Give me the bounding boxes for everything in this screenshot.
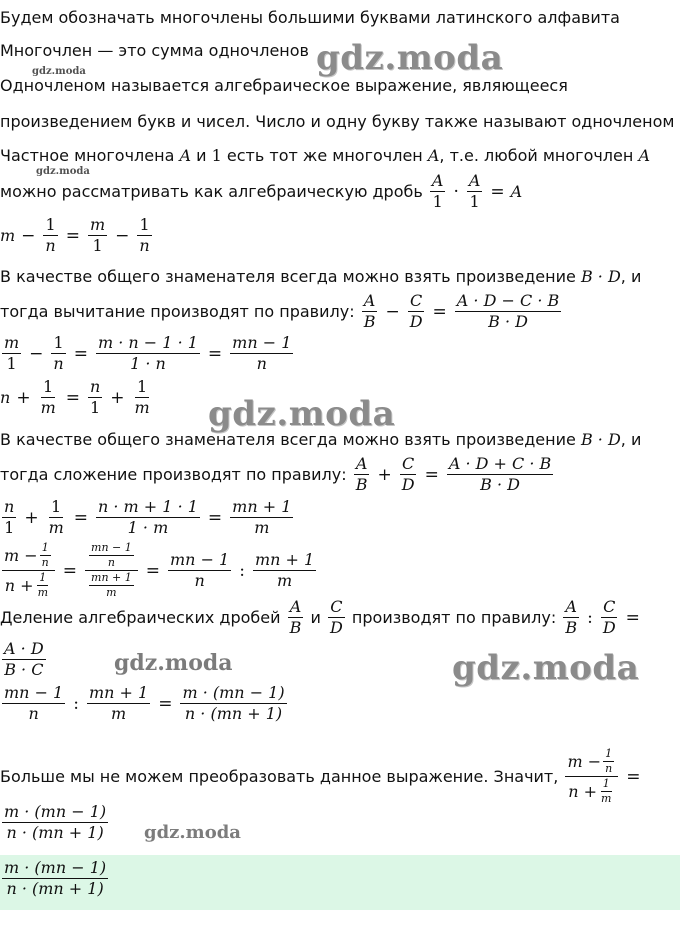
fraction: $\frac{A}{B}$ bbox=[363, 291, 376, 331]
watermark: gdz.moda bbox=[144, 822, 241, 843]
fraction: $\frac{A}{B}$ bbox=[355, 454, 368, 494]
fraction: $\frac{n \cdot m + 1 \cdot 1}{1 \cdot m}$ bbox=[97, 497, 198, 537]
answer-box bbox=[0, 855, 680, 910]
text-line: В качестве общего знаменателя всегда можно взять произведение B · D, и bbox=[0, 430, 642, 449]
watermark: gdz.moda bbox=[316, 38, 504, 78]
watermark: gdz.moda bbox=[36, 166, 90, 177]
fraction: $\frac{n}{1}$ bbox=[89, 377, 101, 417]
fraction: $\frac{m \cdot (mn - 1)}{n \cdot (mn + 1)}$ bbox=[182, 683, 285, 723]
complex-fraction: m − $\frac{1}{n}$ n + $\frac{1}{m}$ bbox=[2, 542, 55, 599]
equation-line: Деление алгебраических дробей $\frac{A}{B}$ и $\frac{C}{D}$ производят по правилу: $\frac{A}{B}$ : $\frac{C}{D}$ = bbox=[0, 597, 640, 637]
complex-fraction: m − $\frac{1}{n}$ n + $\frac{1}{m}$ bbox=[565, 748, 618, 805]
fraction: $\frac{1}{n}$ bbox=[139, 215, 150, 255]
watermark: gdz.moda bbox=[114, 650, 233, 676]
text-line: Будем обозначать многочлены большими буквами латинского алфавита bbox=[0, 8, 620, 27]
fraction: $\frac{A}{1}$ bbox=[468, 171, 481, 211]
equation-line: Больше мы не можем преобразовать данное выражение. Значит, m − $\frac{1}{n}$ n + $\frac{1}{m}$ = bbox=[0, 747, 641, 805]
fraction: $\frac{m}{1}$ bbox=[4, 333, 20, 373]
fraction: $\frac{m \cdot n - 1 \cdot 1}{1 \cdot n}$ bbox=[97, 333, 198, 373]
equation-line: $\frac{mn - 1}{n}$ : $\frac{mn + 1}{m}$ = $\frac{m \cdot (mn - 1)}{n \cdot (mn + 1)}$ bbox=[4, 683, 285, 723]
text-line: В качестве общего знаменателя всегда можно взять произведение B · D, и bbox=[0, 267, 642, 286]
equation-line bbox=[0, 803, 110, 842]
text-line bbox=[0, 146, 650, 166]
fraction: $\frac{A}{1}$ bbox=[431, 171, 444, 211]
equation-line: тогда вычитание производят по правилу: $\frac{A}{B}$ − $\frac{C}{D}$ = $\frac{A \cdot D - C \cdot B}{B \cdot D}$ bbox=[0, 291, 560, 331]
math-var: A bbox=[179, 146, 192, 165]
fraction: $\frac{1}{m}$ bbox=[48, 497, 64, 537]
fraction: $\frac{A}{B}$ bbox=[289, 597, 302, 637]
text-line: произведением букв и чисел. Число и одну букву также называют одночленом bbox=[0, 112, 675, 131]
answer-equation bbox=[0, 859, 110, 898]
text-line: Многочлен — это сумма одночленов bbox=[0, 41, 309, 60]
fraction: $\frac{1}{n}$ bbox=[45, 215, 56, 255]
fraction: $\frac{C}{D}$ bbox=[401, 454, 415, 494]
fraction: $\frac{A \cdot D}{B \cdot C}$ bbox=[4, 639, 44, 679]
fraction: $\frac{m \cdot (mn - 1)}{n \cdot (mn + 1)}$ bbox=[4, 858, 107, 898]
equation-line: $\frac{n}{1}$ + $\frac{1}{m}$ = $\frac{n \cdot m + 1 \cdot 1}{1 \cdot m}$ = $\frac{mn + 1}{m}$ bbox=[4, 497, 292, 537]
math-var: A bbox=[638, 146, 650, 165]
fraction: $\frac{C}{D}$ bbox=[602, 597, 616, 637]
fraction: $\frac{mn + 1}{m}$ bbox=[88, 683, 149, 723]
watermark: gdz.moda bbox=[208, 394, 396, 434]
text-fragment: Частное многочлена bbox=[0, 146, 175, 165]
watermark: gdz.moda bbox=[452, 648, 640, 688]
text-fragment: есть тот же многочлен bbox=[226, 146, 423, 165]
fraction: $\frac{1}{m}$ bbox=[134, 377, 150, 417]
fraction: $\frac{n}{1}$ bbox=[4, 497, 15, 537]
fraction: $\frac{A}{B}$ bbox=[565, 597, 578, 637]
fraction: $\frac{A \cdot D - C \cdot B}{B \cdot D}$ bbox=[456, 291, 560, 331]
math-var: A bbox=[427, 146, 440, 165]
fraction: $\frac{C}{D}$ bbox=[409, 291, 423, 331]
fraction: $\frac{1}{m}$ bbox=[40, 377, 56, 417]
math-number: 1 bbox=[211, 146, 222, 165]
fraction: $\frac{mn + 1}{m}$ bbox=[232, 497, 292, 537]
equation-line: тогда сложение производят по правилу: $\frac{A}{B}$ + $\frac{C}{D}$ = $\frac{A \cdot D + C \cdot B}{B \cdot D}$ bbox=[0, 454, 552, 494]
fraction: $\frac{C}{D}$ bbox=[330, 597, 343, 637]
text-fragment: и bbox=[196, 146, 207, 165]
watermark: gdz.moda bbox=[32, 66, 86, 77]
equation-line: m − $\frac{1}{n}$ n + $\frac{1}{m}$ = $\frac{\frac{mn - 1}{n}}{\frac{mn + 1}{m}}$ = $\frac{mn - 1}{n}$ : $\frac{mn + 1}{m}$ bbox=[4, 541, 315, 599]
text-line: Одночленом называется алгебраическое выражение, являющееся bbox=[0, 76, 568, 95]
fraction: $\frac{mn - 1}{n}$ bbox=[170, 550, 230, 590]
fraction: $\frac{mn + 1}{m}$ bbox=[254, 550, 315, 590]
text-fragment: , т.е. любой многочлен bbox=[439, 146, 634, 165]
fraction: $\frac{mn - 1}{n}$ bbox=[232, 333, 292, 373]
equation-line: n + $\frac{1}{m}$ = $\frac{n}{1}$ + $\frac{1}{m}$ bbox=[0, 377, 150, 417]
fraction: $\frac{mn - 1}{n}$ bbox=[4, 683, 64, 723]
fraction: $\frac{m}{1}$ bbox=[89, 215, 106, 255]
text-fragment: можно рассматривать как алгебраическую дробь bbox=[0, 182, 423, 201]
fraction: $\frac{A \cdot D + C \cdot B}{B \cdot D}$ bbox=[448, 454, 552, 494]
complex-fraction: $\frac{\frac{mn - 1}{n}}{\frac{mn + 1}{m}}$ bbox=[85, 542, 138, 599]
fraction: $\frac{1}{n}$ bbox=[53, 333, 64, 373]
equation-line: можно рассматривать как алгебраическую дробь $\frac{A}{1}$ · $\frac{A}{1}$ = A bbox=[0, 171, 523, 211]
equation-line: m − $\frac{1}{n}$ = $\frac{m}{1}$ − $\frac{1}{n}$ bbox=[0, 215, 150, 255]
equation-line bbox=[0, 640, 48, 679]
equation-line: $\frac{m}{1}$ − $\frac{1}{n}$ = $\frac{m \cdot n - 1 \cdot 1}{1 \cdot n}$ = $\frac{mn - 1}{n}$ bbox=[4, 333, 292, 373]
fraction: $\frac{m \cdot (mn - 1)}{n \cdot (mn + 1)}$ bbox=[4, 802, 107, 842]
